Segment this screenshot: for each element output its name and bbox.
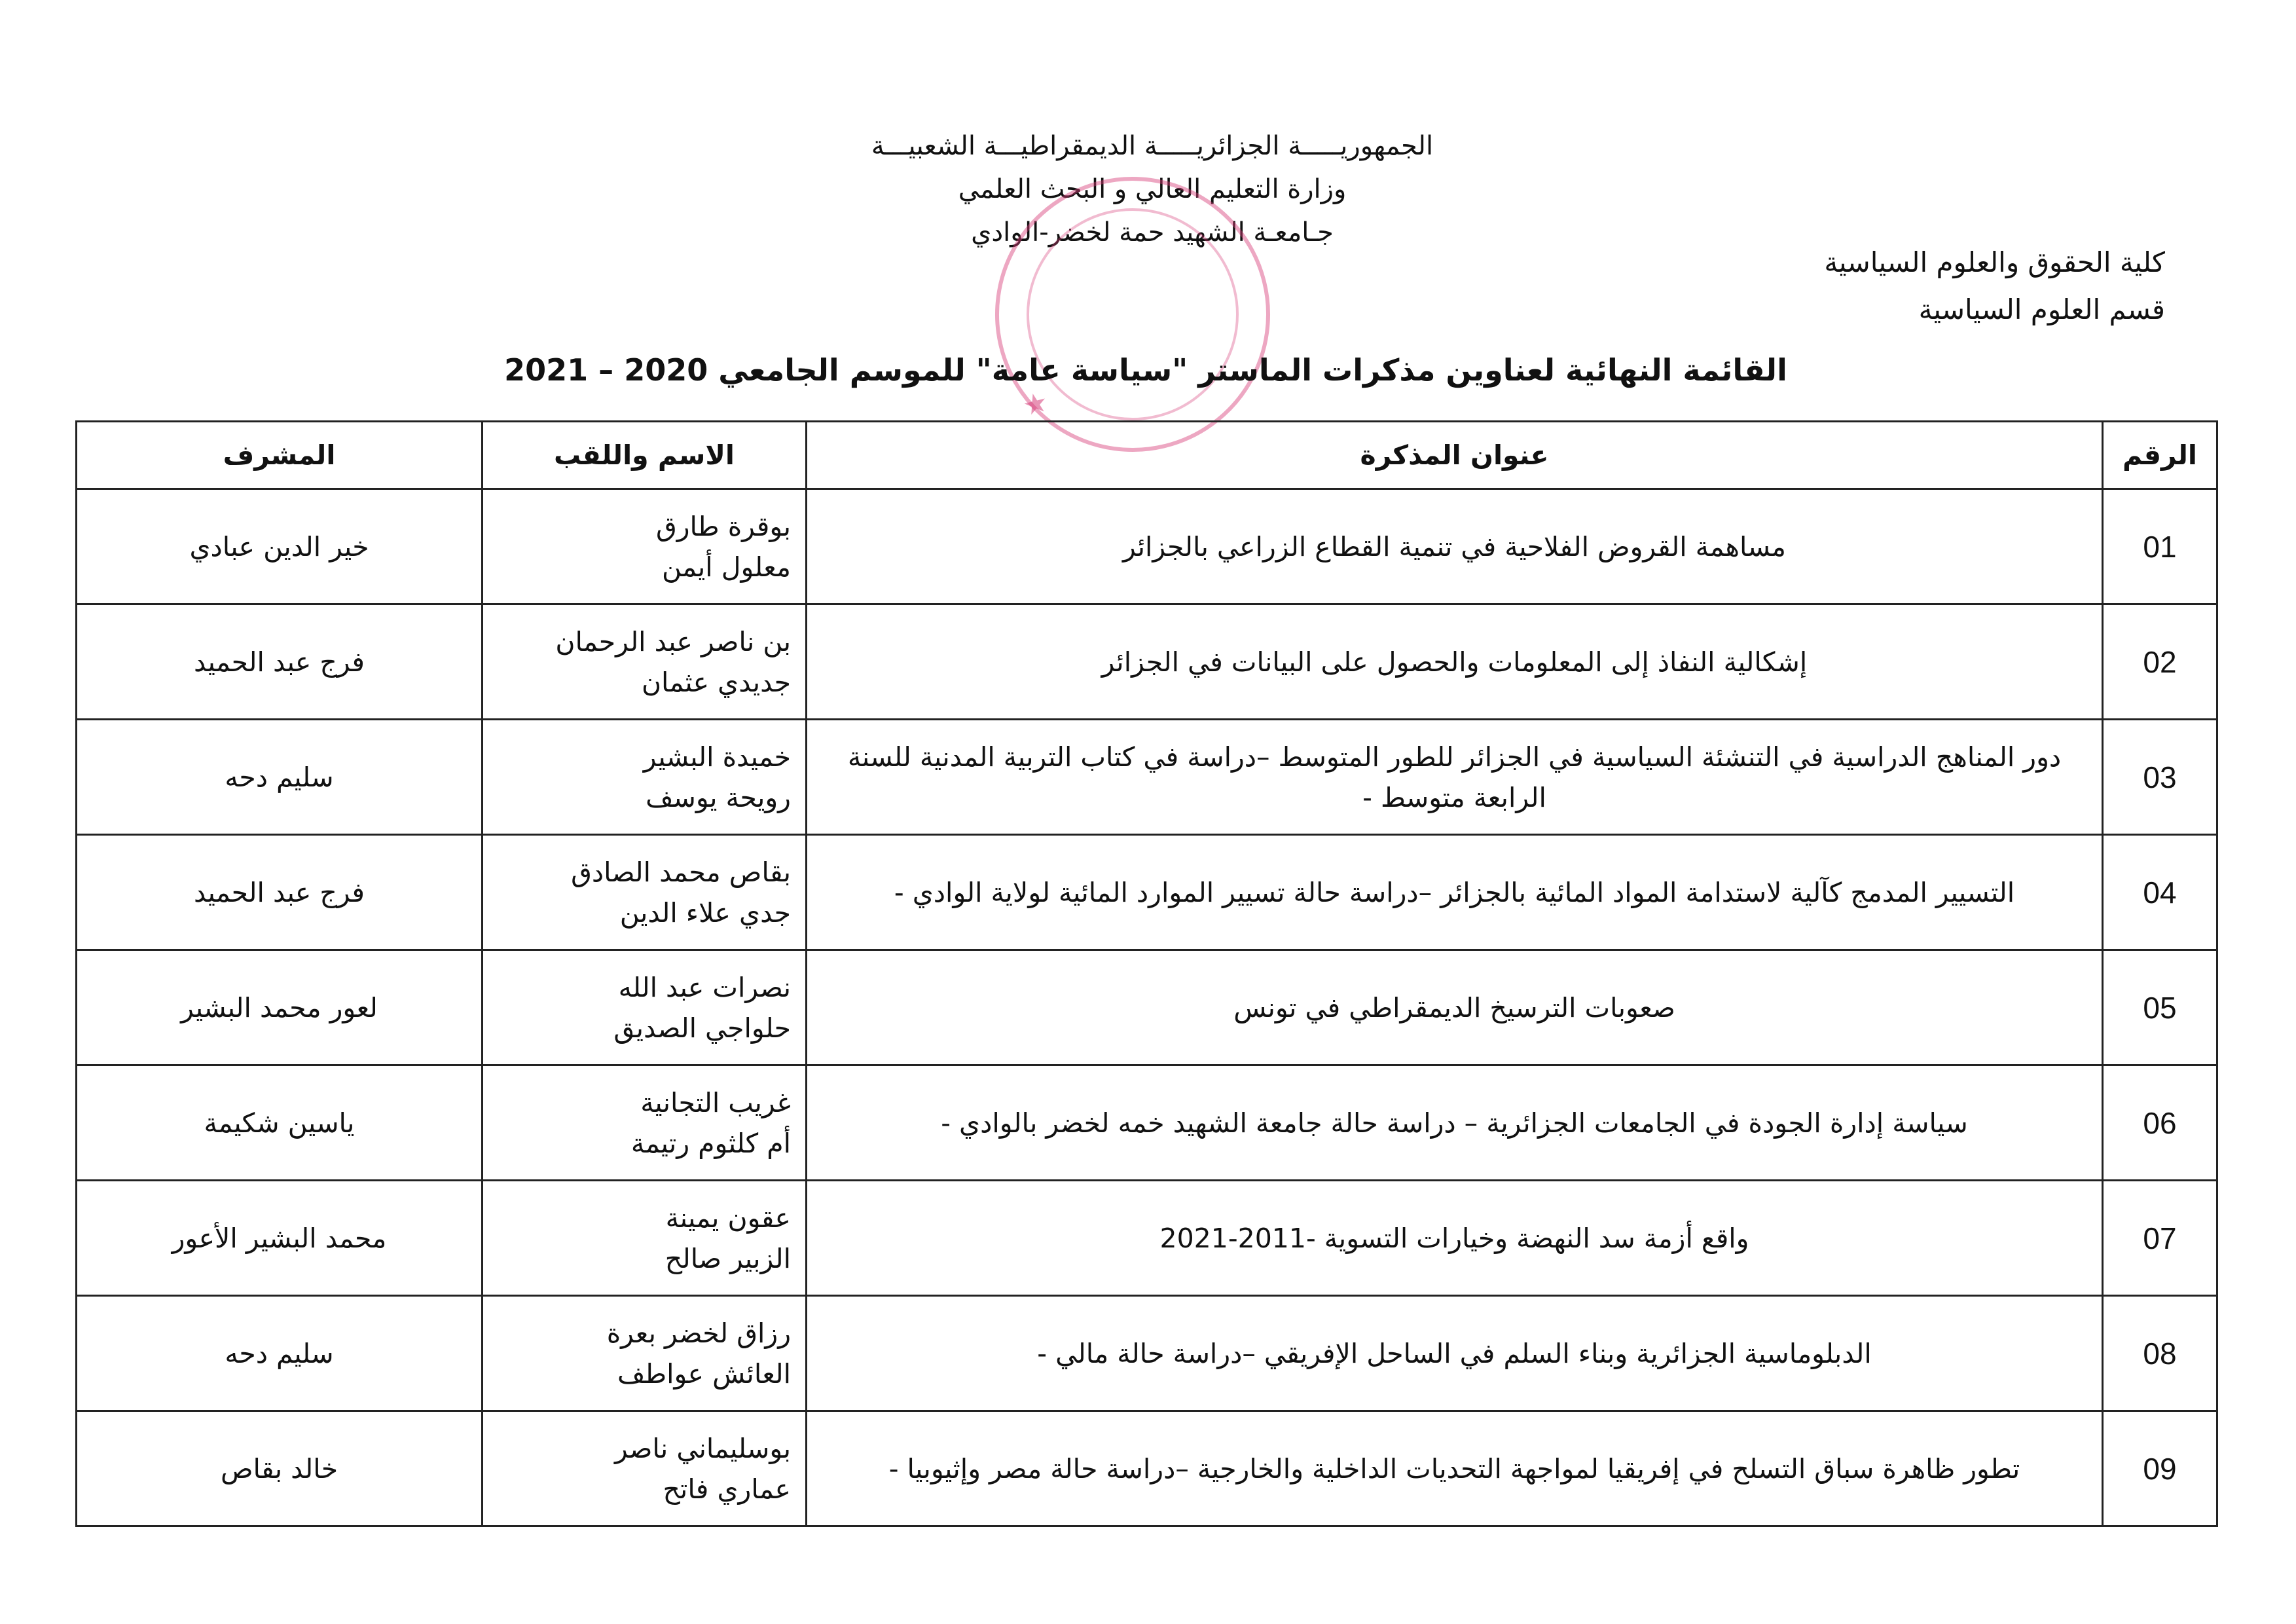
student-name: الزبير صالح [665,1242,791,1274]
student-name: رويحة يوسف [646,781,791,813]
thesis-title: واقع أزمة سد النهضة وخيارات التسوية -2011-2021 [807,1181,2103,1296]
table-header-row [77,422,2217,489]
supervisor-name: خالد بقاص [77,1411,483,1526]
supervisor-name: سليم دحه [77,720,483,835]
row-number: 02 [2103,604,2217,720]
students-cell [483,835,807,950]
students-cell [483,489,807,604]
header-subject: عنوان المذكرة [807,422,2103,489]
supervisor-name: سليم دحه [77,1296,483,1411]
theses-table [75,420,2218,1527]
table-row [77,604,2217,720]
row-number: 04 [2103,835,2217,950]
row-number: 05 [2103,950,2217,1065]
student-name: بوقرة طارق [655,510,791,542]
row-number: 01 [2103,489,2217,604]
header-supervisor: المشرف [77,422,483,489]
supervisor-name: خير الدين عبادي [77,489,483,604]
students-cell [483,1181,807,1296]
student-name: أم كلثوم رتيمة [630,1127,791,1159]
student-name: جدي علاء الدين [619,896,791,929]
row-number: 03 [2103,720,2217,835]
supervisor-name: لعور محمد البشير [77,950,483,1065]
table-row [77,1065,2217,1181]
student-name: جديدي عثمان [641,666,791,698]
student-name: حلواجي الصديق [613,1012,791,1044]
thesis-title: دور المناهج الدراسية في التنشئة السياسية في الجزائر للطور المتوسط –دراسة في كتاب التربية المدنية للسنة الرابعة متوسط - [807,720,2103,835]
student-name: رزاق لخضر بعرة [606,1317,791,1349]
document-title: القائمة النهائية لعناوين مذكرات الماستر "سياسة عامة" للموسم الجامعي 2020 – 2021 [504,352,1787,388]
row-number: 06 [2103,1065,2217,1181]
stamp-star-icon: ★ [1019,385,1051,422]
thesis-title: تطور ظاهرة سباق التسلح في إفريقيا لمواجهة التحديات الداخلية والخارجية –دراسة حالة مصر وإثيوبيا - [807,1411,2103,1526]
faculty-name: كلية الحقوق والعلوم السياسية [1824,246,2165,278]
table-row [77,1296,2217,1411]
faculty-block [1824,239,2165,333]
header-number: الرقم [2103,422,2217,489]
ministry-name: وزارة التعليم العالي و البحث العلمي [958,174,1347,204]
student-name: غريب التجانية [640,1086,791,1118]
students-cell [483,1296,807,1411]
thesis-title: الدبلوماسية الجزائرية وبناء السلم في الساحل الإفريقي –دراسة حالة مالي - [807,1296,2103,1411]
table-row [77,1411,2217,1526]
student-name: خميدة البشير [643,741,791,773]
department-name: قسم العلوم السياسية [1918,293,2165,325]
students-cell [483,604,807,720]
student-name: بقاص محمد الصادق [571,856,791,888]
student-name: معلول أيمن [661,551,791,583]
table-row [77,1181,2217,1296]
thesis-title: سياسة إدارة الجودة في الجامعات الجزائرية – دراسة حالة جامعة الشهيد خمه لخضر بالوادي - [807,1065,2103,1181]
thesis-title: صعوبات الترسيخ الديمقراطي في تونس [807,950,2103,1065]
student-name: عماري فاتح [663,1473,791,1505]
students-cell [483,950,807,1065]
table-row [77,489,2217,604]
students-cell [483,1411,807,1526]
student-name: العائش عواطف [617,1357,791,1390]
thesis-title: التسيير المدمج كآلية لاستدامة المواد المائية بالجزائر –دراسة حالة تسيير الموارد المائية لولاية الوادي - [807,835,2103,950]
table-row [77,950,2217,1065]
student-name: عقون يمينة [665,1202,791,1234]
table-row [77,720,2217,835]
row-number: 08 [2103,1296,2217,1411]
row-number: 07 [2103,1181,2217,1296]
supervisor-name: فرج عبد الحميد [77,604,483,720]
student-name: بوسليماني ناصر [614,1432,791,1464]
students-cell [483,1065,807,1181]
student-name: نصرات عبد الله [618,971,791,1003]
thesis-title: مساهمة القروض الفلاحية في تنمية القطاع الزراعي بالجزائر [807,489,2103,604]
row-number: 09 [2103,1411,2217,1526]
university-name: جـامعـة الشهيد حمة لخضر-الوادي [971,217,1334,248]
table-row [77,835,2217,950]
student-name: بن ناصر عبد الرحمان [555,625,791,657]
supervisor-name: ياسين شكيمة [77,1065,483,1181]
header-students: الاسم واللقب [483,422,807,489]
republic-name: الجمهوريـــــة الجزائريـــــة الديمقراطيـــة الشعبيـــة [871,131,1434,161]
supervisor-name: محمد البشير الأعور [77,1181,483,1296]
thesis-title: إشكالية النفاذ إلى المعلومات والحصول على البيانات في الجزائر [807,604,2103,720]
students-cell [483,720,807,835]
supervisor-name: فرج عبد الحميد [77,835,483,950]
